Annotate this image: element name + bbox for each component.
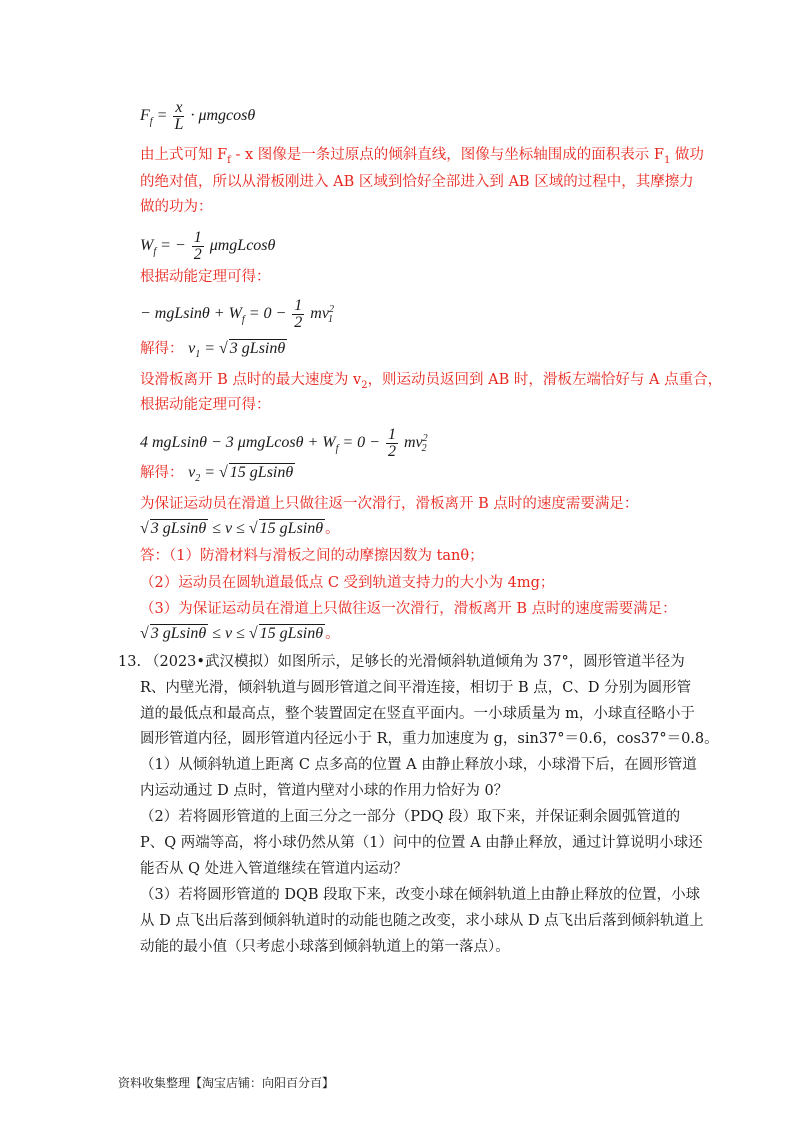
question-text: （2023•武汉模拟）如图所示，足够长的光滑倾斜轨道倾角为 37°，圆形管道半径为 bbox=[145, 654, 685, 670]
solution-v2: 解得： $v_2$ = √ 15 gLsinθ bbox=[140, 464, 294, 485]
text-line: 做的功为： bbox=[140, 199, 213, 215]
sub-question-3: 动能的最小值（只考虑小球落到倾斜轨道上的第一落点）。 bbox=[140, 939, 510, 955]
page-footer: 资料收集整理【淘宝店铺：向阳百分百】 bbox=[118, 1076, 335, 1090]
question-text: 圆形管道内径，圆形管道内径远小于 R，重力加速度为 g，sin37°＝0.6，cos37°＝0.8。 bbox=[140, 731, 719, 747]
text-line: 设滑板离开 B 点时的最大速度为 $v_2$，则运动员返回到 AB 时，滑板左端恰好与 A 点重合， bbox=[140, 372, 723, 391]
question-number: 13. bbox=[118, 654, 142, 670]
solution-v1: 解得： $v_1$ = √ 3 gLsinθ bbox=[140, 340, 286, 361]
sub-question-3: （3）若将圆形管道的 DQB 段取下来，改变小球在倾斜轨道上由静止释放的位置，小球 bbox=[140, 887, 701, 903]
sub-question-1: （1）从倾斜轨道上距离 C 点多高的位置 A 由静止释放小球，小球滑下后，在圆形管道 bbox=[140, 757, 697, 773]
equation-energy-2: 4 mgLsinθ − 3 $\mu mgLcos\theta + W_f = 0$ − $\frac{1}{2}$ $mv^2_2$ bbox=[140, 426, 428, 460]
text-line: 根据动能定理可得： bbox=[140, 397, 271, 413]
answer-1: 答：（1）防滑材料与滑板之间的动摩擦因数为 tanθ； bbox=[140, 548, 484, 564]
sub-question-2: P、Q 两端等高，将小球仍然从第（1）问中的位置 A 由静止释放，通过计算说明小球还 bbox=[140, 835, 703, 851]
equation-energy-1: − $mgLsin\theta + W_f = 0$ − $\frac{1}{2}$ $mv^2_1$ bbox=[140, 297, 334, 331]
sub-question-1: 内运动通过 D 点时，管道内壁对小球的作用力恰好为 0？ bbox=[140, 783, 509, 799]
inequality-speed-answer: √ 3 gLsinθ ≤ v ≤ √ 15 gLsinθ 。 bbox=[140, 625, 340, 642]
text-line: 根据动能定理可得： bbox=[140, 269, 271, 285]
text-line: 的绝对值，所以从滑板刚进入 AB 区域到恰好全部进入到 AB 区域的过程中，其摩擦力 bbox=[140, 174, 694, 190]
question-text: 道的最低点和最高点，整个装置固定在竖直平面内。一小球质量为 m，小球直径略小于 bbox=[140, 706, 695, 722]
inequality-speed: √ 3 gLsinθ ≤ v ≤ √ 15 gLsinθ 。 bbox=[140, 520, 340, 537]
equation-friction-work: $W_f$ = − $\frac{1}{2}$ μmgLcosθ bbox=[140, 229, 276, 263]
sub-question-3: 从 D 点飞出后落到倾斜轨道时的动能也随之改变，求小球从 D 点飞出后落到倾斜轨道上 bbox=[140, 913, 704, 929]
text-line: 为保证运动员在滑道上只做往返一次滑行，滑板离开 B 点时的速度需要满足： bbox=[140, 496, 639, 512]
question-text: R、内壁光滑，倾斜轨道与圆形管道之间平滑连接，相切于 B 点，C、D 分别为圆形管 bbox=[140, 680, 692, 696]
answer-3: （3）为保证运动员在滑道上只做往返一次滑行，滑板离开 B 点时的速度需要满足： bbox=[140, 601, 677, 617]
sub-question-2: （2）若将圆形管道的上面三分之一部分（PDQ 段）取下来，并保证剩余圆弧管道的 bbox=[140, 809, 681, 825]
answer-2: （2）运动员在圆轨道最低点 C 受到轨道支持力的大小为 4mg； bbox=[140, 575, 555, 591]
equation-friction-force: $F_f$ = $\frac{x}{L}$ · μmgcosθ bbox=[140, 99, 256, 133]
sub-question-2: 能否从 Q 处进入管道继续在管道内运动？ bbox=[140, 861, 408, 877]
text-line: 由上式可知 $F_f$ - x 图像是一条过原点的倾斜直线，图像与坐标轴围成的面积表示 $F_1$ 做功 bbox=[140, 147, 704, 166]
